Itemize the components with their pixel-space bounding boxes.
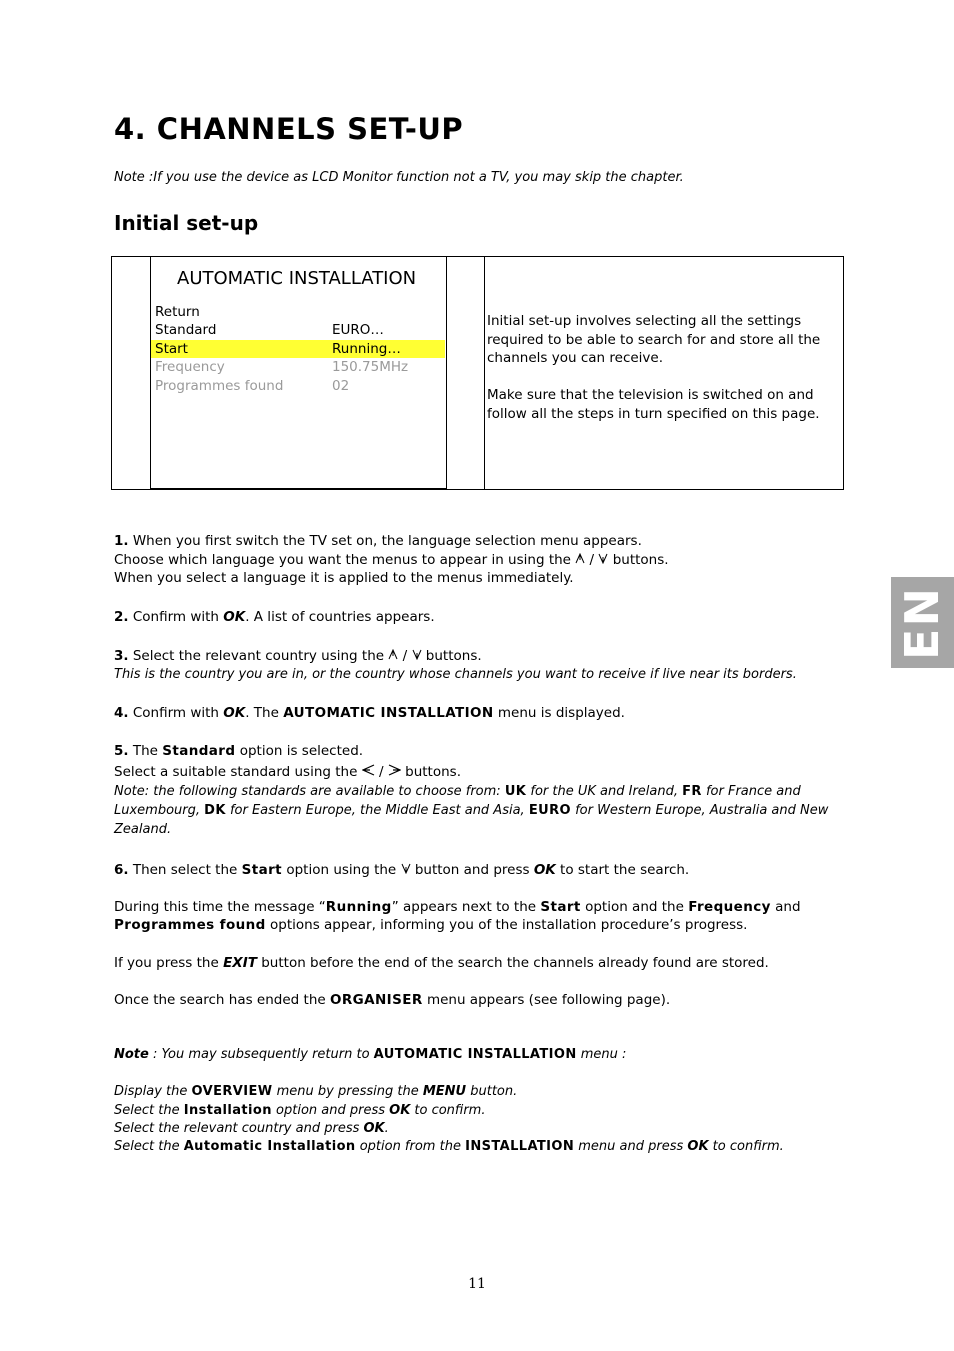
note-text: for the UK and Ireland, (526, 784, 683, 799)
step-text: button and press (410, 862, 534, 878)
language-tab-label: EN (895, 586, 949, 660)
note-text: Display the (114, 1084, 192, 1099)
step-1 (114, 532, 814, 551)
step-3 (114, 647, 814, 666)
menu-row-start-selected (151, 340, 445, 358)
running-paragraph-line-1 (114, 898, 814, 917)
step-4 (114, 704, 814, 723)
step-5-note-line-3: Zealand. (114, 822, 172, 837)
step-2 (114, 608, 814, 627)
note-text: Note: the following standards are available to choose from: (114, 784, 505, 799)
note-text: . (384, 1121, 389, 1136)
menu-row-label: Programmes found (155, 378, 284, 394)
para-text: During this time the message “ (114, 899, 326, 915)
separator: / (585, 552, 599, 568)
down-arrow-icon (412, 648, 422, 664)
step-number: 3. (114, 648, 129, 664)
menu-key: MENU (422, 1084, 467, 1099)
ok-key: OK (223, 609, 246, 625)
note-text: for Western Europe, Australia and New (570, 803, 829, 818)
page-number: 11 (468, 1276, 486, 1292)
note-text: Select the relevant country and press (114, 1121, 364, 1136)
up-arrow-icon (575, 552, 585, 568)
menu-row-label: Standard (155, 322, 217, 338)
option-name: Start (241, 862, 283, 878)
step-5-note-line-2 (114, 802, 829, 821)
step-number: 5. (114, 743, 129, 759)
menu-name: ORGANISER (329, 992, 423, 1008)
organiser-paragraph (114, 991, 814, 1010)
para-text: option and the (580, 899, 689, 915)
note-text: Luxembourg, (114, 803, 205, 818)
step-number: 1. (114, 533, 129, 549)
step-text: to start the search. (555, 862, 690, 878)
note-text: Select the (114, 1139, 184, 1154)
note-text: to confirm. (708, 1139, 784, 1154)
step-text: Select a suitable standard using the (114, 764, 362, 780)
bottom-note-line-4 (114, 1138, 814, 1157)
step-number: 4. (114, 705, 129, 721)
step-number: 6. (114, 862, 129, 878)
step-text: option using the (282, 862, 401, 878)
para-text: menu appears (see following page). (422, 992, 671, 1008)
para-text: options appear, informing you of the installation procedure’s progress. (265, 917, 748, 933)
step-text: Choose which language you want the menus to appear in using the (114, 552, 576, 568)
step-text: buttons. (400, 764, 461, 780)
para-text: ” appears next to the (391, 899, 541, 915)
option-name: Installation (183, 1103, 272, 1118)
step-5-note-line-1 (114, 783, 814, 802)
setup-description-1: Initial set-up involves selecting all the settings required to be able to search for and store all the channels you can receive. (487, 313, 821, 366)
step-text: Then select the (128, 862, 242, 878)
separator: / (374, 764, 388, 780)
standard-euro: EURO (528, 803, 571, 818)
note-text: for France and (701, 784, 801, 799)
standard-fr: FR (682, 784, 702, 799)
language-tab (891, 577, 954, 668)
running-paragraph-line-2 (114, 916, 814, 935)
menu-row-return (151, 303, 445, 321)
down-arrow-icon (598, 552, 608, 568)
para-text: Once the search has ended the (114, 992, 330, 1008)
note-text: Select the (114, 1103, 184, 1118)
menu-name: OVERVIEW (191, 1084, 273, 1099)
step-3-note: This is the country you are in, or the country whose channels you want to receive if live near its borders. (114, 667, 797, 682)
section-title: Initial set-up (114, 211, 259, 235)
menu-row-label: Return (155, 304, 200, 320)
step-text: option is selected. (235, 743, 364, 759)
setup-description-2: Make sure that the television is switched on and follow all the steps in turn specified on this page. (487, 387, 820, 422)
menu-row-value: 02 (332, 378, 350, 394)
step-number: 2. (114, 609, 129, 625)
option-name: Start (540, 899, 581, 915)
step-1-line-2 (114, 551, 814, 570)
bottom-note-line-3 (114, 1120, 814, 1139)
exit-key: EXIT (223, 955, 257, 971)
note-text: menu : (576, 1047, 627, 1062)
step-text: Select the relevant country using the (128, 648, 389, 664)
ok-key: OK (533, 862, 556, 878)
step-text: Confirm with (128, 609, 224, 625)
note-text: button. (466, 1084, 518, 1099)
ok-key: OK (363, 1121, 385, 1136)
right-arrow-icon (388, 764, 401, 780)
menu-name: AUTOMATIC INSTALLATION (283, 705, 494, 721)
step-5 (114, 742, 814, 761)
menu-row-value: EURO… (332, 322, 384, 338)
menu-name: AUTOMATIC INSTALLATION (373, 1047, 577, 1062)
standard-uk: UK (504, 784, 527, 799)
down-arrow-icon (401, 862, 411, 878)
frame-divider (484, 257, 485, 489)
menu-title: AUTOMATIC INSTALLATION (177, 268, 417, 289)
left-arrow-icon (362, 764, 375, 780)
step-text: menu is displayed. (493, 705, 625, 721)
note-text: to confirm. (410, 1103, 486, 1118)
menu-row-standard (151, 321, 445, 339)
step-text: When you first switch the TV set on, the language selection menu appears. (128, 533, 642, 549)
ok-key: OK (687, 1139, 709, 1154)
note-label: Note (114, 1047, 149, 1062)
up-arrow-icon (388, 648, 398, 664)
step-text: Confirm with (128, 705, 224, 721)
step-5-line-2 (114, 763, 814, 782)
menu-row-programmes-found (151, 377, 445, 395)
note-text: : You may subsequently return to (148, 1047, 374, 1062)
note-text: option from the (355, 1139, 466, 1154)
menu-row-frequency (151, 358, 445, 376)
separator: / (398, 648, 412, 664)
step-text: . A list of countries appears. (245, 609, 435, 625)
para-text: If you press the (114, 955, 224, 971)
option-name: Frequency (688, 899, 771, 915)
step-text: . The (245, 705, 284, 721)
bottom-note-line-1 (114, 1083, 814, 1102)
step-6 (114, 861, 814, 880)
menu-row-value: 150.75MHz (332, 359, 409, 375)
note-text: menu by pressing the (272, 1084, 423, 1099)
bottom-note-line-2 (114, 1102, 814, 1121)
menu-row-label: Frequency (155, 359, 225, 375)
step-text: buttons. (421, 648, 482, 664)
ok-key: OK (223, 705, 246, 721)
menu-name: INSTALLATION (465, 1139, 575, 1154)
step-text: buttons. (608, 552, 669, 568)
option-name: Standard (162, 743, 236, 759)
standard-dk: DK (204, 803, 226, 818)
ok-key: OK (389, 1103, 411, 1118)
menu-row-label: Start (155, 341, 188, 357)
message-running: Running (325, 899, 392, 915)
bottom-note-heading (114, 1046, 814, 1065)
note-text: option and press (271, 1103, 390, 1118)
para-text: button before the end of the search the channels already found are stored. (256, 955, 769, 971)
step-1-line-3: When you select a language it is applied to the menus immediately. (114, 570, 574, 586)
chapter-note: Note :If you use the device as LCD Monitor function not a TV, you may skip the chapter. (114, 170, 684, 185)
option-name: Automatic Installation (183, 1139, 356, 1154)
step-text: The (128, 743, 163, 759)
option-name: Programmes found (114, 917, 266, 933)
para-text: and (770, 899, 801, 915)
page-title: 4. CHANNELS SET-UP (114, 112, 464, 146)
menu-row-value: Running… (332, 341, 401, 357)
note-text: for Eastern Europe, the Middle East and Asia, (225, 803, 529, 818)
note-text: menu and press (574, 1139, 688, 1154)
exit-paragraph (114, 954, 814, 973)
